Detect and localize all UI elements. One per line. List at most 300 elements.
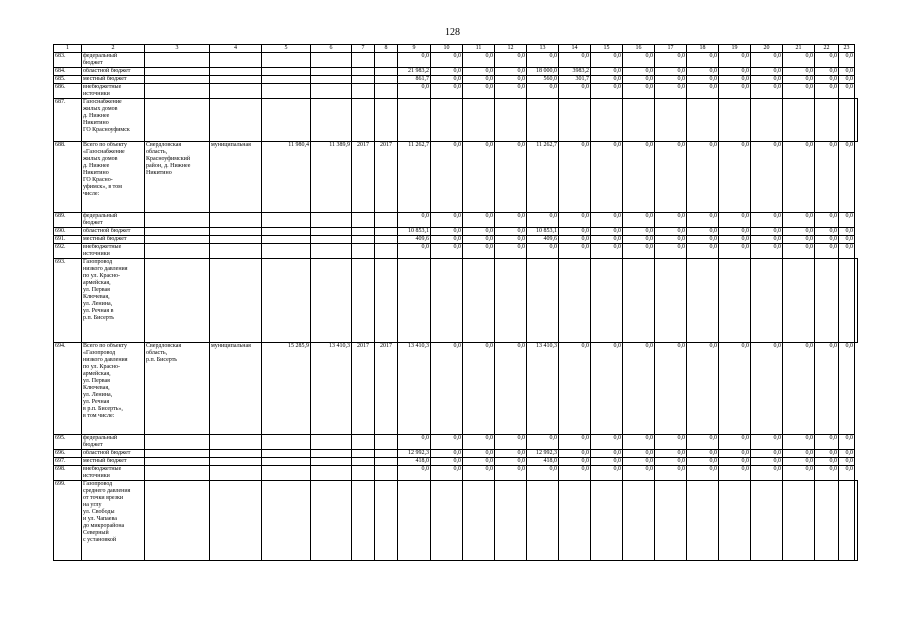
table-cell: 0,0: [495, 244, 527, 259]
table-cell: 0,0: [751, 68, 783, 76]
table-cell: 0,0: [463, 53, 495, 68]
table-cell: 0,0: [495, 466, 527, 481]
table-cell: 0,0: [815, 53, 839, 68]
table-cell: [262, 68, 311, 76]
table-cell: [210, 466, 262, 481]
table-cell: 0,0: [839, 68, 855, 76]
table-cell: [210, 259, 262, 343]
table-cell: [623, 259, 655, 343]
table-cell: федеральный бюджет: [82, 53, 145, 68]
table-cell: 12 992,3: [527, 450, 559, 458]
table-cell: местный бюджет: [82, 236, 145, 244]
table-cell: 0,0: [719, 450, 751, 458]
table-row: [54, 236, 858, 244]
table-cell: 0,0: [751, 228, 783, 236]
table-cell: 0,0: [527, 84, 559, 99]
table-cell: 2017: [352, 343, 375, 435]
table-cell: [145, 435, 210, 450]
header-cell: 23: [839, 45, 855, 53]
table-row: [54, 259, 858, 343]
table-row: [54, 99, 858, 142]
table-cell: 418,0: [527, 458, 559, 466]
row-number-cell: 689.: [54, 213, 82, 228]
table-cell: 0,0: [591, 435, 623, 450]
table-cell: 11 262,7: [527, 142, 559, 213]
table-cell: 0,0: [783, 76, 815, 84]
header-cell: 15: [591, 45, 623, 53]
header-cell: 20: [751, 45, 783, 53]
table-cell: 11 980,4: [262, 142, 311, 213]
table-cell: 0,0: [783, 343, 815, 435]
table-cell: 0,0: [495, 343, 527, 435]
table-cell: 0,0: [839, 343, 855, 435]
table-cell: [655, 99, 687, 142]
table-cell: 0,0: [655, 142, 687, 213]
table-cell: 0,0: [719, 466, 751, 481]
table-cell: 0,0: [751, 142, 783, 213]
table-cell: [352, 481, 375, 561]
table-cell: 0,0: [463, 68, 495, 76]
table-cell: 0,0: [719, 228, 751, 236]
table-cell: 0,0: [751, 236, 783, 244]
row-number-cell: 695.: [54, 435, 82, 450]
table-cell: [311, 84, 352, 99]
table-cell: 0,0: [687, 450, 719, 458]
table-cell: 0,0: [687, 343, 719, 435]
table-cell: [655, 259, 687, 343]
table-cell: [375, 228, 398, 236]
table-cell: 0,0: [719, 84, 751, 99]
table-cell: 0,0: [815, 228, 839, 236]
table-cell: Свердловская область, р.п. Бисерть: [145, 343, 210, 435]
table-cell: 0,0: [398, 213, 431, 228]
table-cell: [855, 259, 858, 343]
table-cell: 0,0: [751, 84, 783, 99]
table-row: [54, 244, 858, 259]
table-cell: 0,0: [719, 53, 751, 68]
header-cell: 8: [375, 45, 398, 53]
table-cell: [145, 53, 210, 68]
table-cell: [839, 481, 855, 561]
table-cell: [262, 213, 311, 228]
table-row: [54, 466, 858, 481]
table-cell: [719, 481, 751, 561]
table-cell: 0,0: [495, 458, 527, 466]
table-cell: 0,0: [687, 236, 719, 244]
table-cell: [352, 458, 375, 466]
header-cell: 1: [54, 45, 82, 53]
table-cell: 0,0: [431, 84, 463, 99]
table-cell: 0,0: [839, 84, 855, 99]
table-cell: [687, 481, 719, 561]
table-cell: 0,0: [783, 450, 815, 458]
table-cell: [783, 99, 815, 142]
table-cell: 0,0: [623, 458, 655, 466]
table-cell: 0,0: [559, 228, 591, 236]
header-cell: 18: [687, 45, 719, 53]
table-cell: [262, 259, 311, 343]
table-cell: внебюджетные источники: [82, 244, 145, 259]
table-cell: 0,0: [463, 76, 495, 84]
table-cell: [495, 481, 527, 561]
table-cell: [687, 99, 719, 142]
table-cell: внебюджетные источники: [82, 466, 145, 481]
table-cell: [855, 99, 858, 142]
table-cell: 0,0: [687, 244, 719, 259]
table-cell: [311, 481, 352, 561]
table-cell: [855, 481, 858, 561]
table-cell: 0,0: [655, 435, 687, 450]
table-cell: [623, 99, 655, 142]
table-cell: 0,0: [431, 244, 463, 259]
table-cell: 0,0: [839, 435, 855, 450]
table-cell: [145, 228, 210, 236]
table-row: [54, 84, 858, 99]
table-cell: [210, 244, 262, 259]
table-cell: Газопровод среднего давления от точки врезки на углу ул. Свободы и ул. Чапаева до микрорайона Северный с установкой: [82, 481, 145, 561]
table-cell: [145, 213, 210, 228]
table-cell: 0,0: [751, 466, 783, 481]
table-cell: [311, 244, 352, 259]
row-number-cell: 691.: [54, 236, 82, 244]
table-cell: 0,0: [839, 458, 855, 466]
table-cell: 0,0: [839, 236, 855, 244]
table-cell: 0,0: [687, 458, 719, 466]
table-cell: 0,0: [591, 466, 623, 481]
table-cell: 0,0: [687, 142, 719, 213]
table-cell: [527, 99, 559, 142]
table-cell: 0,0: [431, 236, 463, 244]
header-cell: 6: [311, 45, 352, 53]
table-row: [54, 450, 858, 458]
table-cell: [262, 99, 311, 142]
table-cell: [398, 99, 431, 142]
row-number-cell: 684.: [54, 68, 82, 76]
table-cell: 0,0: [815, 142, 839, 213]
table-cell: 0,0: [687, 435, 719, 450]
table-cell: 0,0: [398, 244, 431, 259]
table-cell: муниципальная: [210, 343, 262, 435]
table-cell: [463, 259, 495, 343]
header-cell: 16: [623, 45, 655, 53]
table-cell: 0,0: [839, 244, 855, 259]
table-cell: [352, 466, 375, 481]
table-cell: 0,0: [559, 466, 591, 481]
table-cell: 0,0: [495, 76, 527, 84]
table-cell: 0,0: [623, 466, 655, 481]
table-cell: федеральный бюджет: [82, 213, 145, 228]
table-cell: 0,0: [839, 213, 855, 228]
table-cell: 0,0: [591, 142, 623, 213]
table-cell: 0,0: [591, 343, 623, 435]
table-cell: 0,0: [398, 84, 431, 99]
table-cell: 2017: [375, 142, 398, 213]
table-cell: 0,0: [815, 236, 839, 244]
table-cell: [398, 481, 431, 561]
table-cell: 0,0: [623, 76, 655, 84]
table-cell: 0,0: [815, 244, 839, 259]
table-cell: [375, 259, 398, 343]
table-cell: 0,0: [815, 435, 839, 450]
table-cell: [375, 53, 398, 68]
row-number-cell: 683.: [54, 53, 82, 68]
table-cell: 0,0: [719, 458, 751, 466]
row-number-cell: 685.: [54, 76, 82, 84]
table-cell: [751, 259, 783, 343]
table-cell: [210, 99, 262, 142]
table-cell: [210, 458, 262, 466]
table-cell: [262, 76, 311, 84]
table-cell: 0,0: [687, 53, 719, 68]
table-cell: [145, 84, 210, 99]
table-cell: 0,0: [719, 213, 751, 228]
table-cell: 0,0: [495, 213, 527, 228]
table-cell: [145, 99, 210, 142]
table-cell: 0,0: [623, 68, 655, 76]
table-cell: [815, 99, 839, 142]
header-cell: 22: [815, 45, 839, 53]
table-cell: 0,0: [783, 142, 815, 213]
row-number-cell: 697.: [54, 458, 82, 466]
table-cell: 0,0: [495, 450, 527, 458]
table-cell: 0,0: [463, 228, 495, 236]
table-cell: 0,0: [783, 213, 815, 228]
table-cell: 0,0: [815, 458, 839, 466]
table-cell: 0,0: [495, 53, 527, 68]
table-cell: 2017: [375, 343, 398, 435]
table-cell: [815, 259, 839, 343]
table-cell: 0,0: [623, 53, 655, 68]
table-cell: 0,0: [559, 244, 591, 259]
header-cell: 11: [463, 45, 495, 53]
table-row: [54, 435, 858, 450]
table-cell: 0,0: [495, 435, 527, 450]
table-cell: 0,0: [527, 244, 559, 259]
table-cell: 0,0: [623, 213, 655, 228]
table-cell: 21 983,2: [398, 68, 431, 76]
table-cell: 0,0: [751, 435, 783, 450]
table-cell: [352, 244, 375, 259]
table-cell: 0,0: [527, 466, 559, 481]
table-cell: 0,0: [463, 466, 495, 481]
table-row: [54, 343, 858, 435]
table-cell: [751, 481, 783, 561]
table-cell: 3983,2: [559, 68, 591, 76]
table-cell: 0,0: [655, 68, 687, 76]
table-cell: [375, 213, 398, 228]
table-cell: [210, 53, 262, 68]
table-cell: 0,0: [687, 213, 719, 228]
table-cell: 0,0: [559, 236, 591, 244]
table-cell: [375, 466, 398, 481]
table-cell: 0,0: [655, 76, 687, 84]
table-cell: 0,0: [839, 466, 855, 481]
table-cell: 0,0: [815, 343, 839, 435]
table-cell: 0,0: [591, 68, 623, 76]
table-cell: 0,0: [591, 450, 623, 458]
table-cell: 0,0: [591, 84, 623, 99]
budget-table: [53, 44, 858, 561]
table-cell: 0,0: [398, 53, 431, 68]
table-cell: 0,0: [495, 84, 527, 99]
table-cell: 0,0: [655, 228, 687, 236]
table-cell: федеральный бюджет: [82, 435, 145, 450]
table-cell: [262, 466, 311, 481]
table-cell: [145, 244, 210, 259]
table-cell: [311, 259, 352, 343]
table-cell: [375, 481, 398, 561]
table-row: [54, 458, 858, 466]
table-cell: [311, 466, 352, 481]
row-number-cell: 690.: [54, 228, 82, 236]
table-cell: 0,0: [431, 53, 463, 68]
table-cell: Всего по объекту «Газопровод низкого давления по ул. Красно- армейская, ул. Первая Ключевая, ул. Ленина, ул. Речная в р.п. Бисерть», в том числе:: [82, 343, 145, 435]
table-cell: 0,0: [559, 213, 591, 228]
table-cell: 0,0: [783, 244, 815, 259]
table-cell: [311, 68, 352, 76]
table-cell: 560,0: [527, 76, 559, 84]
row-number-cell: 687.: [54, 99, 82, 142]
table-cell: [262, 228, 311, 236]
table-cell: [527, 259, 559, 343]
header-cell: 14: [559, 45, 591, 53]
table-cell: [262, 435, 311, 450]
table-cell: 12 992,3: [398, 450, 431, 458]
table-cell: 0,0: [623, 244, 655, 259]
table-cell: [210, 213, 262, 228]
table-cell: 0,0: [655, 84, 687, 99]
table-cell: 11 389,9: [311, 142, 352, 213]
table-cell: [262, 481, 311, 561]
table-cell: [262, 244, 311, 259]
table-cell: [687, 259, 719, 343]
table-cell: 0,0: [463, 236, 495, 244]
table-cell: [210, 450, 262, 458]
table-cell: 0,0: [495, 228, 527, 236]
table-cell: 0,0: [398, 435, 431, 450]
table-cell: 0,0: [751, 244, 783, 259]
table-cell: [495, 259, 527, 343]
table-cell: [352, 435, 375, 450]
table-cell: [145, 68, 210, 76]
table-cell: [210, 228, 262, 236]
row-number-cell: 698.: [54, 466, 82, 481]
header-cell: 2: [82, 45, 145, 53]
table-cell: [352, 84, 375, 99]
table-cell: 0,0: [559, 53, 591, 68]
table-cell: 0,0: [431, 458, 463, 466]
table-cell: [352, 76, 375, 84]
table-cell: 0,0: [463, 343, 495, 435]
table-cell: 0,0: [719, 76, 751, 84]
table-cell: [375, 68, 398, 76]
table-cell: 0,0: [655, 458, 687, 466]
table-cell: 0,0: [839, 76, 855, 84]
table-cell: 0,0: [687, 76, 719, 84]
row-number-cell: 693.: [54, 259, 82, 343]
table-cell: [145, 466, 210, 481]
row-number-cell: 688.: [54, 142, 82, 213]
table-cell: 0,0: [591, 213, 623, 228]
table-cell: [815, 481, 839, 561]
row-number-cell: 694.: [54, 343, 82, 435]
table-cell: 0,0: [719, 244, 751, 259]
table-row: [54, 76, 858, 84]
table-cell: [262, 53, 311, 68]
table-cell: областной бюджет: [82, 450, 145, 458]
table-cell: 0,0: [495, 68, 527, 76]
table-cell: 0,0: [719, 236, 751, 244]
table-cell: 0,0: [527, 53, 559, 68]
table-cell: 0,0: [751, 53, 783, 68]
table-cell: [210, 481, 262, 561]
table-cell: 13 410,3: [311, 343, 352, 435]
table-cell: 0,0: [398, 466, 431, 481]
table-cell: [210, 84, 262, 99]
table-cell: [655, 481, 687, 561]
table-cell: 0,0: [815, 68, 839, 76]
table-cell: [210, 76, 262, 84]
table-cell: 0,0: [559, 435, 591, 450]
table-cell: 0,0: [655, 466, 687, 481]
table-cell: местный бюджет: [82, 76, 145, 84]
table-cell: 409,6: [398, 236, 431, 244]
table-cell: 0,0: [783, 68, 815, 76]
table-cell: 0,0: [495, 142, 527, 213]
table-cell: [375, 435, 398, 450]
table-cell: 0,0: [687, 228, 719, 236]
table-cell: 301,7: [559, 76, 591, 84]
table-cell: 0,0: [431, 450, 463, 458]
table-cell: 0,0: [463, 84, 495, 99]
table-cell: 0,0: [783, 228, 815, 236]
table-cell: 0,0: [839, 450, 855, 458]
table-cell: 0,0: [559, 458, 591, 466]
header-cell: 7: [352, 45, 375, 53]
table-cell: Газопровод низкого давления по ул. Красно- армейская, ул. Первая Ключевая, ул. Ленина, ул. Речная в р.п. Бисерть: [82, 259, 145, 343]
table-cell: [145, 76, 210, 84]
table-cell: [352, 53, 375, 68]
table-cell: 0,0: [783, 466, 815, 481]
header-cell: 9: [398, 45, 431, 53]
table-cell: 0,0: [783, 53, 815, 68]
table-cell: 0,0: [655, 450, 687, 458]
table-cell: [210, 68, 262, 76]
table-cell: 0,0: [815, 76, 839, 84]
table-cell: Всего по объекту «Газоснабжение жилых домов д. Нижнее Никитино ГО Красно- уфимск», в том числе:: [82, 142, 145, 213]
table-cell: 0,0: [751, 458, 783, 466]
table-cell: [352, 228, 375, 236]
table-cell: 0,0: [655, 236, 687, 244]
header-cell: 21: [783, 45, 815, 53]
header-cell: 5: [262, 45, 311, 53]
table-row: [54, 228, 858, 236]
table-cell: [375, 450, 398, 458]
table-cell: [375, 236, 398, 244]
table-cell: [375, 84, 398, 99]
table-cell: [591, 481, 623, 561]
table-cell: 0,0: [655, 213, 687, 228]
table-cell: областной бюджет: [82, 68, 145, 76]
table-cell: 0,0: [463, 435, 495, 450]
table-cell: [352, 68, 375, 76]
table-cell: [352, 236, 375, 244]
table-cell: 0,0: [751, 343, 783, 435]
table-cell: [839, 99, 855, 142]
table-cell: 0,0: [431, 343, 463, 435]
table-cell: [431, 259, 463, 343]
table-cell: [311, 435, 352, 450]
